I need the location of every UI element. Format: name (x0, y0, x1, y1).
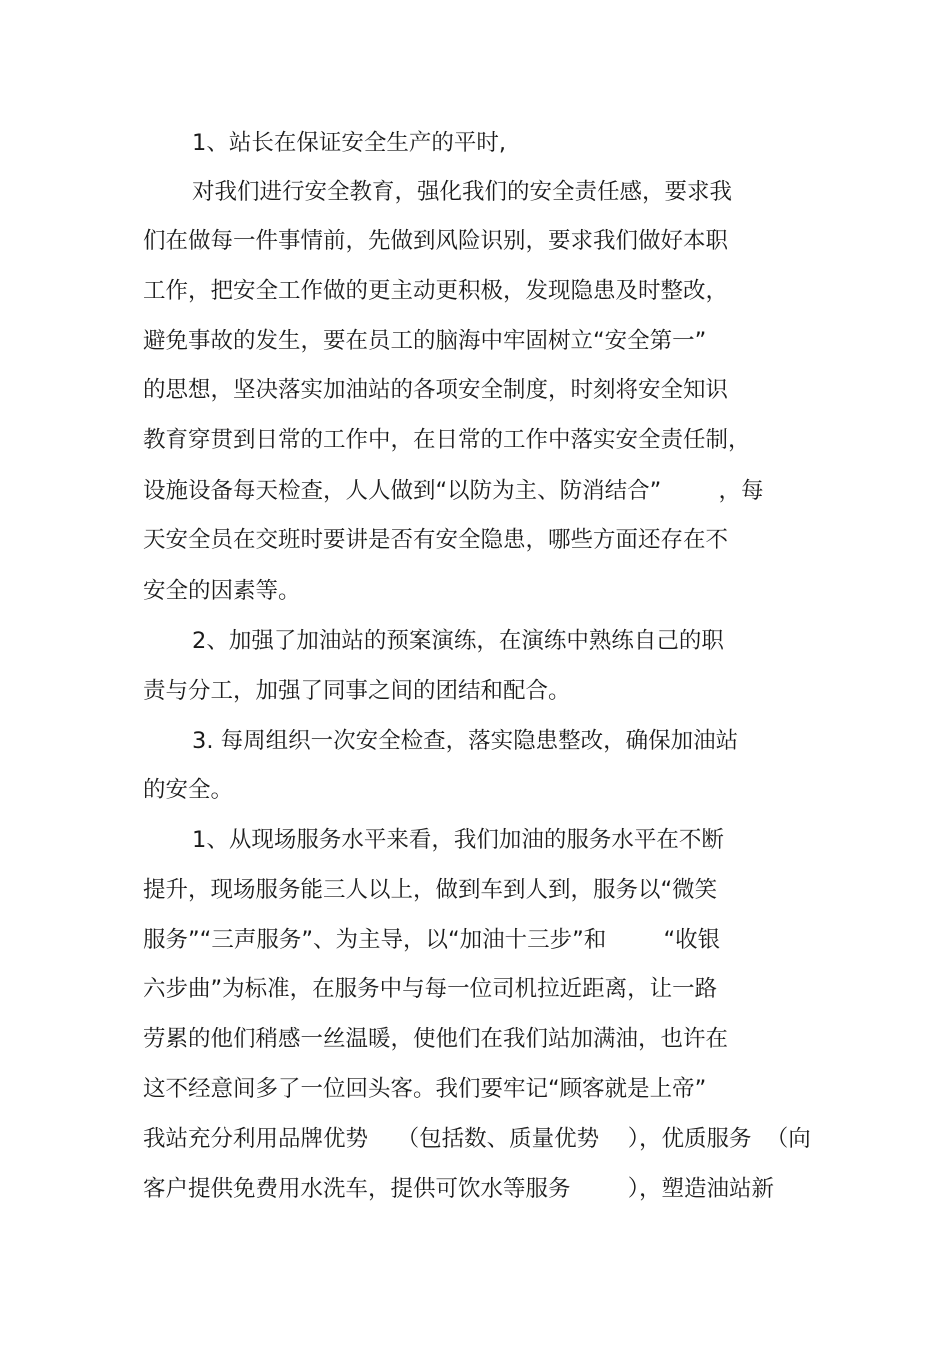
text-line: 劳累的他们稍感一丝温暖，使他们在我们站加满油，也许在 (143, 1026, 729, 1052)
text-line: 我站充分利用品牌优势 （包括数、质量优势 ），优质服务 （向 (143, 1126, 811, 1152)
text-line: 安全的因素等。 (143, 578, 301, 604)
text-line: 提升，现场服务能三人以上，做到车到人到，服务以“微笑 (143, 877, 718, 903)
text-line: 对我们进行安全教育，强化我们的安全责任感，要求我 (192, 179, 733, 205)
text-line: 责与分工，加强了同事之间的团结和配合。 (143, 678, 571, 704)
text-line: 这不经意间多了一位回头客。我们要牢记“顾客就是上帝” (143, 1076, 707, 1102)
text-line: 天安全员在交班时要讲是否有安全隐患，哪些方面还存在不 (143, 527, 729, 553)
text-line: 六步曲”为标准，在服务中与每一位司机拉近距离，让一路 (143, 976, 718, 1002)
text-line: 服务”“三声服务”、为主导，以“加油十三步”和 “收银 (143, 927, 721, 953)
text-line: 教育穿贯到日常的工作中，在日常的工作中落实安全责任制， (143, 427, 751, 453)
text-line: 避免事故的发生，要在员工的脑海中牢固树立“安全第一” (143, 328, 707, 354)
text-line: 们在做每一件事情前，先做到风险识别，要求我们做好本职 (143, 228, 729, 254)
text-line: 的思想，坚决落实加油站的各项安全制度，时刻将安全知识 (143, 377, 729, 403)
text-line: 1、从现场服务水平来看，我们加油的服务水平在不断 (192, 827, 724, 853)
text-line: 1、站长在保证安全生产的平时, (192, 130, 506, 156)
text-line: 客户提供免费用水洗车，提供可饮水等服务 ），塑造油站新 (143, 1176, 774, 1202)
text-line: 3. 每周组织一次安全检查，落实隐患整改，确保加油站 (192, 728, 739, 754)
text-line: 的安全。 (143, 777, 234, 803)
text-line: 2、加强了加油站的预案演练，在演练中熟练自己的职 (192, 628, 724, 654)
text-line: 工作，把安全工作做的更主动更积极，发现隐患及时整改， (143, 278, 729, 304)
text-line: 设施设备每天检查，人人做到“以防为主、防消结合” ，每 (143, 478, 764, 504)
